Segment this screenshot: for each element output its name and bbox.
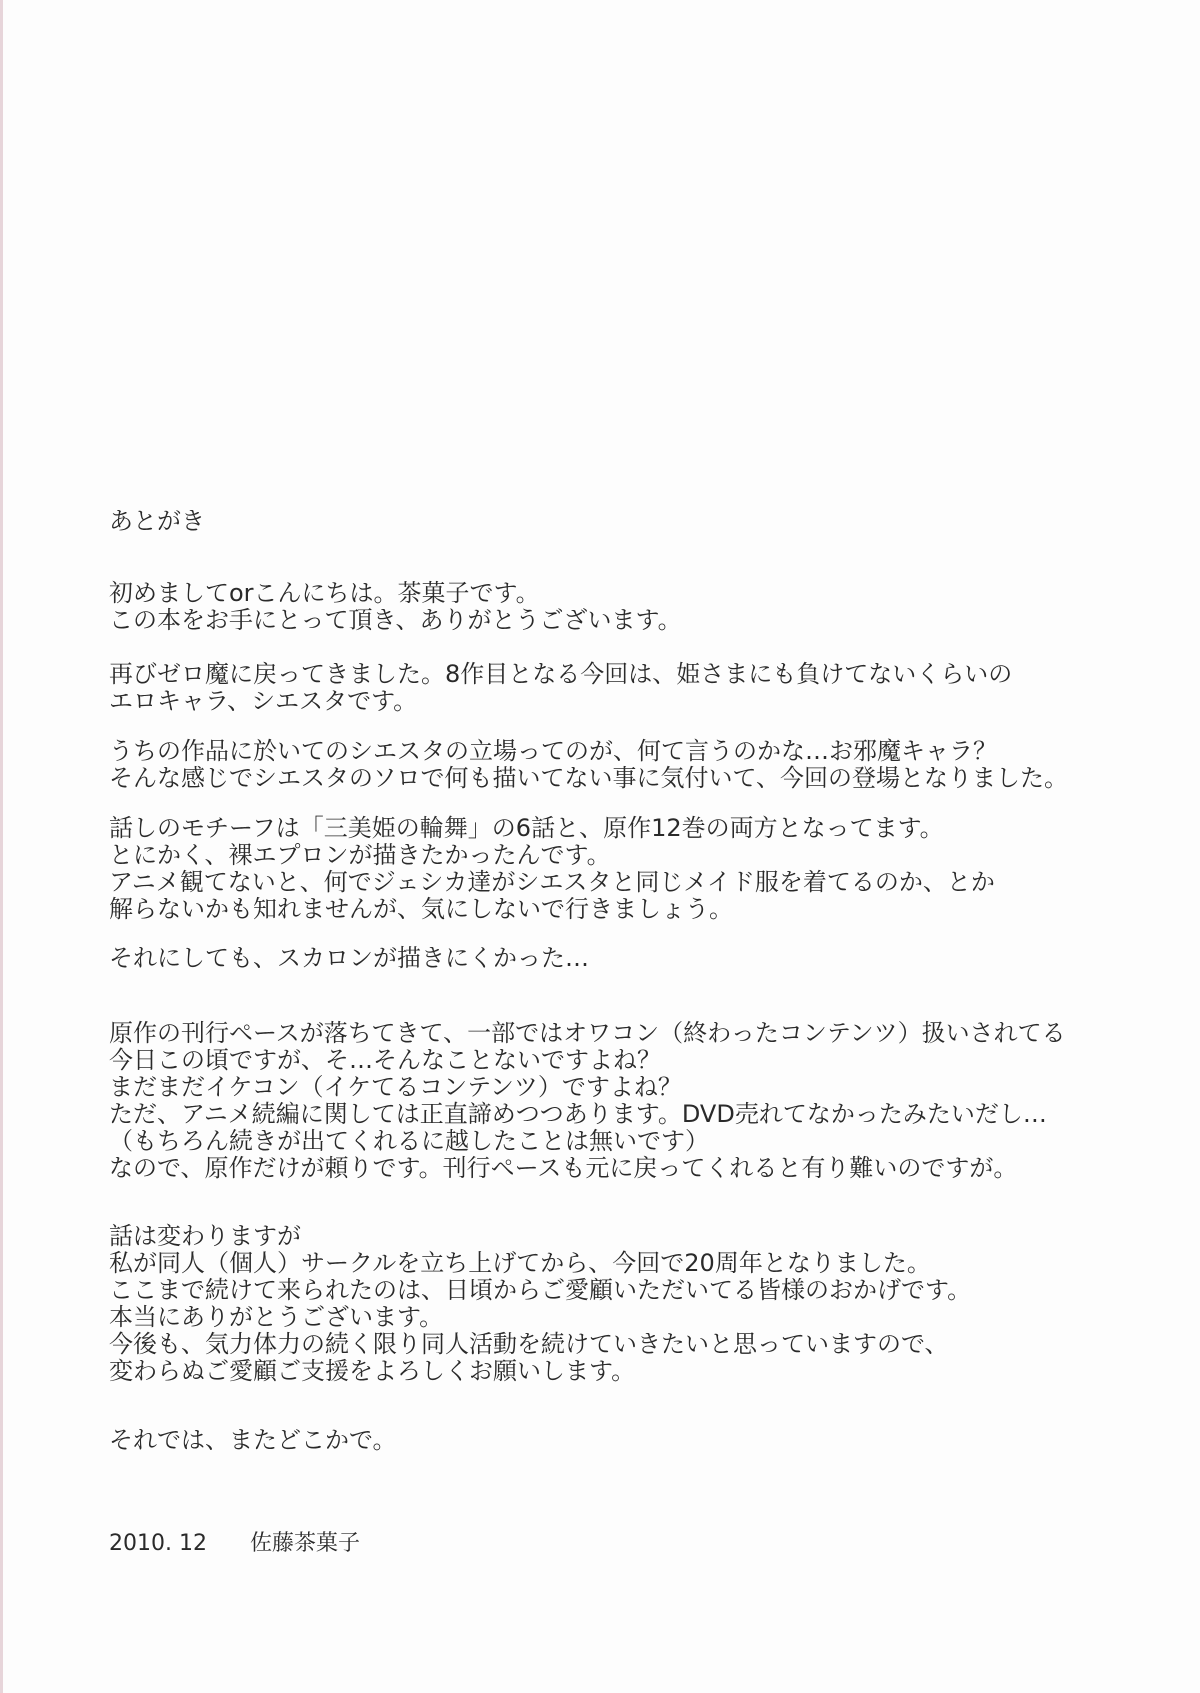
paragraph-farewell [109,1427,397,1454]
text-line: 話しのモチーフは「三美姫の輪舞」の6話と、原作12巻の両方となってます。 [109,814,944,842]
paragraph-character [109,738,1068,792]
text-line: ただ、アニメ続編に関しては正直諦めつつあります。DVD売れてなかったみたいだし… [109,1100,1047,1128]
text-line: 今日この頃ですが、そ…そんなことないですよね？ [109,1046,661,1074]
paragraph-scarron [109,945,589,972]
text-line: ここまで続けて来られたのは、日頃からご愛顧いただいてる皆様のおかげです。 [109,1276,972,1304]
text-line: この本をお手にとって頂き、ありがとうございます。 [109,606,682,634]
text-line: アニメ観てないと、何でジェシカ達がシエスタと同じメイド服を着てるのか、とか [109,868,995,896]
text-line: 今後も、気力体力の続く限り同人活動を続けていきたいと思っていますので、 [109,1330,949,1358]
text-line: なので、原作だけが頼りです。刊行ペースも元に戻ってくれると有り難いのですが。 [109,1154,1018,1182]
paragraph-anniversary [109,1223,971,1385]
afterword-heading: あとがき [109,507,205,535]
text-line: とにかく、裸エプロンが描きたかったんです。 [109,841,611,869]
text-line: それでは、またどこかで。 [109,1426,397,1454]
author-name: 佐藤茶菓子 [250,1531,361,1556]
paragraph-return [109,661,1012,715]
text-line: まだまだイケコン（イケてるコンテンツ）ですよね？ [109,1073,682,1101]
text-line: 変わらぬご愛顧ご支援をよろしくお願いします。 [109,1357,636,1385]
text-line: 話は変わりますが [109,1222,301,1250]
date-text: 2010. 12 [109,1531,207,1556]
text-line: うちの作品に於いてのシエスタの立場ってのが、何て言うのかな…お邪魔キャラ？ [109,737,997,765]
paragraph-greeting [109,580,682,634]
text-line: そんな感じでシエスタのソロで何も描いてない事に気付いて、今回の登場となりました。 [109,764,1069,792]
text-line: 解らないかも知れませんが、気にしないで行きましょう。 [109,895,733,923]
signature [109,1530,360,1557]
paragraph-motif [109,815,995,923]
text-line: 私が同人（個人）サークルを立ち上げてから、今回で20周年となりました。 [109,1249,931,1277]
paragraph-publication [109,1020,1066,1182]
text-line: 初めましてorこんにちは。茶菓子です。 [109,579,540,607]
text-line: それにしても、スカロンが描きにくかった… [109,944,589,972]
text-line: 本当にありがとうございます。 [109,1303,444,1331]
text-line: 再びゼロ魔に戻ってきました。8作目となる今回は、姫さまにも負けてないくらいの [109,660,1013,688]
text-line: 原作の刊行ペースが落ちてきて、一部ではオワコン（終わったコンテンツ）扱いされてる [109,1019,1066,1047]
text-line: （もちろん続きが出てくれるに越したことは無いです） [109,1127,709,1155]
text-line: エロキャラ、シエスタです。 [109,687,418,715]
